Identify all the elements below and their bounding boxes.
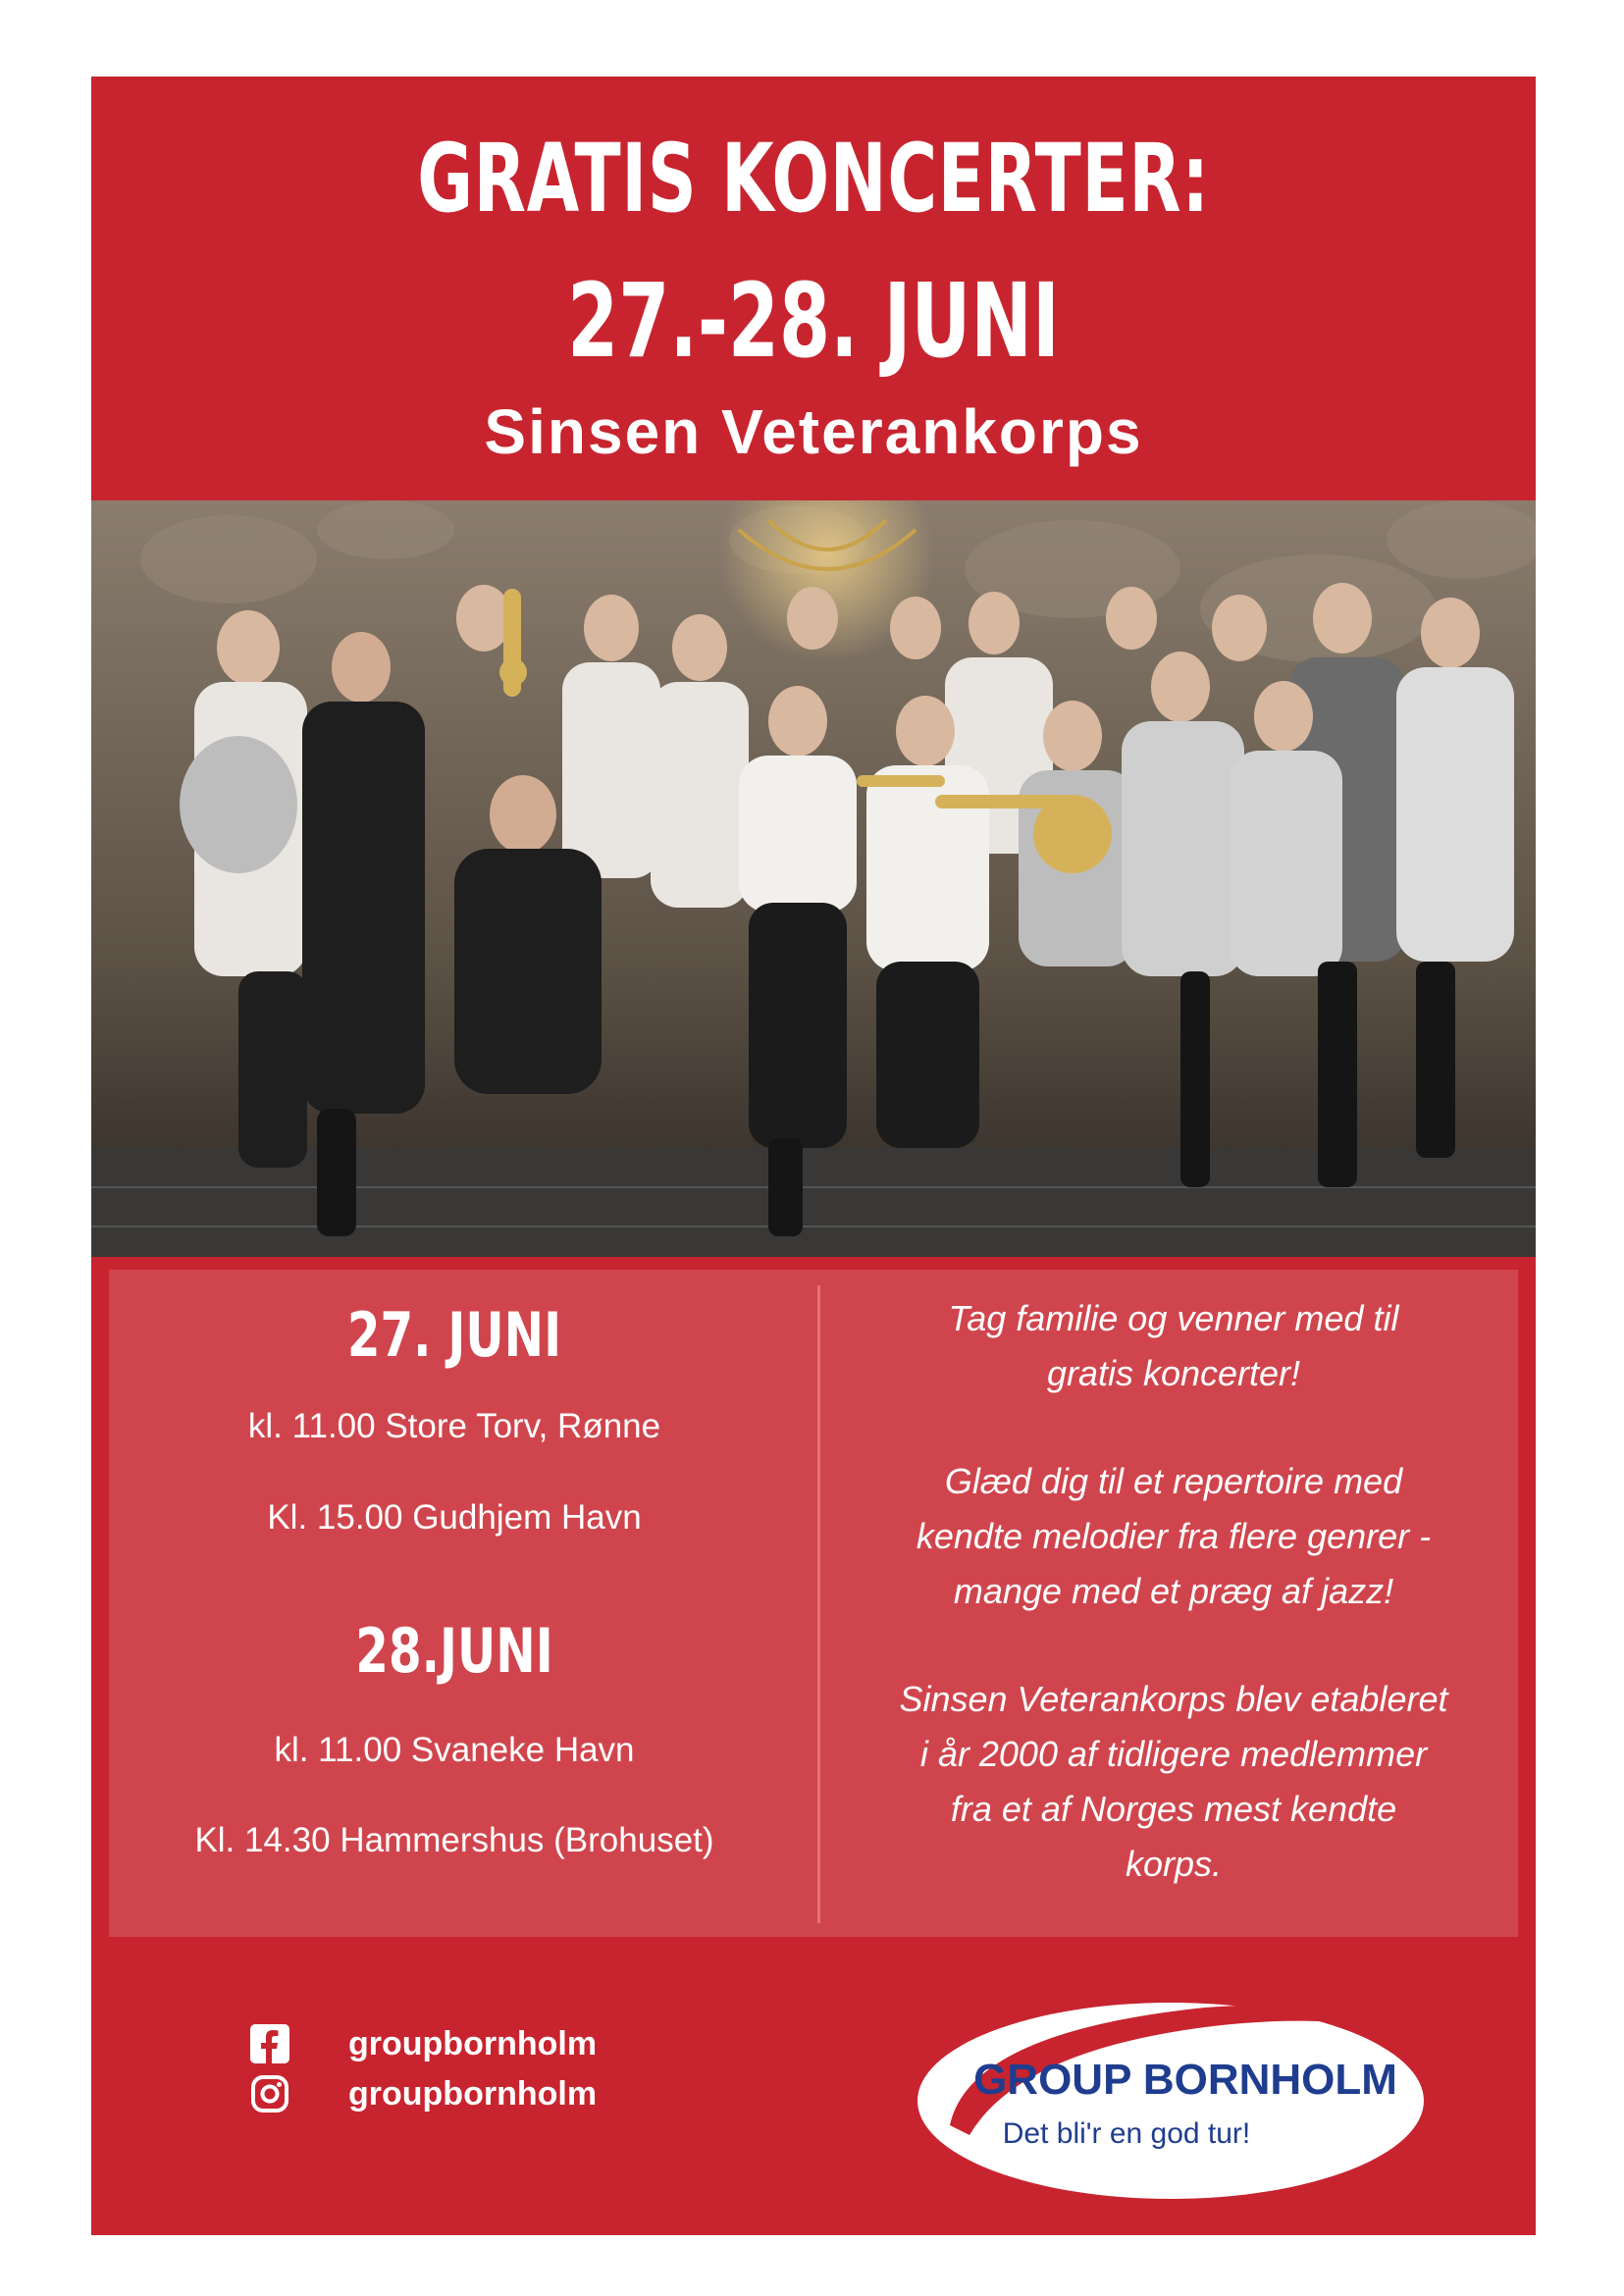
day1-event-1: kl. 11.00 Store Torv, Rønne xyxy=(247,1407,661,1445)
day2-event-1: kl. 11.00 Svaneke Havn xyxy=(274,1731,635,1769)
poster xyxy=(91,77,1536,2235)
day2-heading: 28.JUNI xyxy=(355,1615,553,1687)
description-line-6: Sinsen Veterankorps blev etableret xyxy=(899,1679,1448,1719)
instagram-link[interactable] xyxy=(248,2072,597,2115)
description-line-3: Glæd dig til et repertoire med xyxy=(944,1461,1403,1501)
info-panel xyxy=(109,1270,1518,1937)
description-line-9: korps. xyxy=(1125,1844,1223,1884)
description-line-7: i år 2000 af tidligere medlemmer xyxy=(919,1734,1428,1774)
group-bornholm-logo xyxy=(911,1978,1431,2209)
facebook-icon xyxy=(248,2022,291,2065)
headline-dates: 27.-28. JUNI xyxy=(567,261,1060,381)
logo-tagline: Det bli'r en god tur! xyxy=(1002,2117,1251,2150)
instagram-icon xyxy=(248,2072,291,2115)
panel-divider xyxy=(817,1285,820,1923)
band-name-subtitle: Sinsen Veterankorps xyxy=(484,396,1143,467)
description-line-4: kendte melodier fra flere genrer - xyxy=(916,1516,1432,1556)
description-line-2: gratis koncerter! xyxy=(1046,1353,1301,1393)
description-line-1: Tag familie og venner med til xyxy=(948,1298,1399,1338)
facebook-handle: groupbornholm xyxy=(348,2024,598,2062)
description-line-5: mange med et præg af jazz! xyxy=(953,1571,1394,1611)
headline-title: GRATIS KONCERTER: xyxy=(417,124,1210,234)
facebook-link[interactable] xyxy=(248,2022,597,2065)
logo-name: GROUP BORNHOLM xyxy=(973,2056,1397,2104)
band-group-photo xyxy=(91,500,1536,1257)
day1-heading: 27. JUNI xyxy=(346,1299,562,1371)
day2-event-2: Kl. 14.30 Hammershus (Brohuset) xyxy=(194,1821,714,1859)
instagram-handle: groupbornholm xyxy=(348,2074,598,2113)
day1-event-2: Kl. 15.00 Gudhjem Havn xyxy=(267,1498,642,1537)
description-line-8: fra et af Norges mest kendte xyxy=(950,1789,1397,1829)
